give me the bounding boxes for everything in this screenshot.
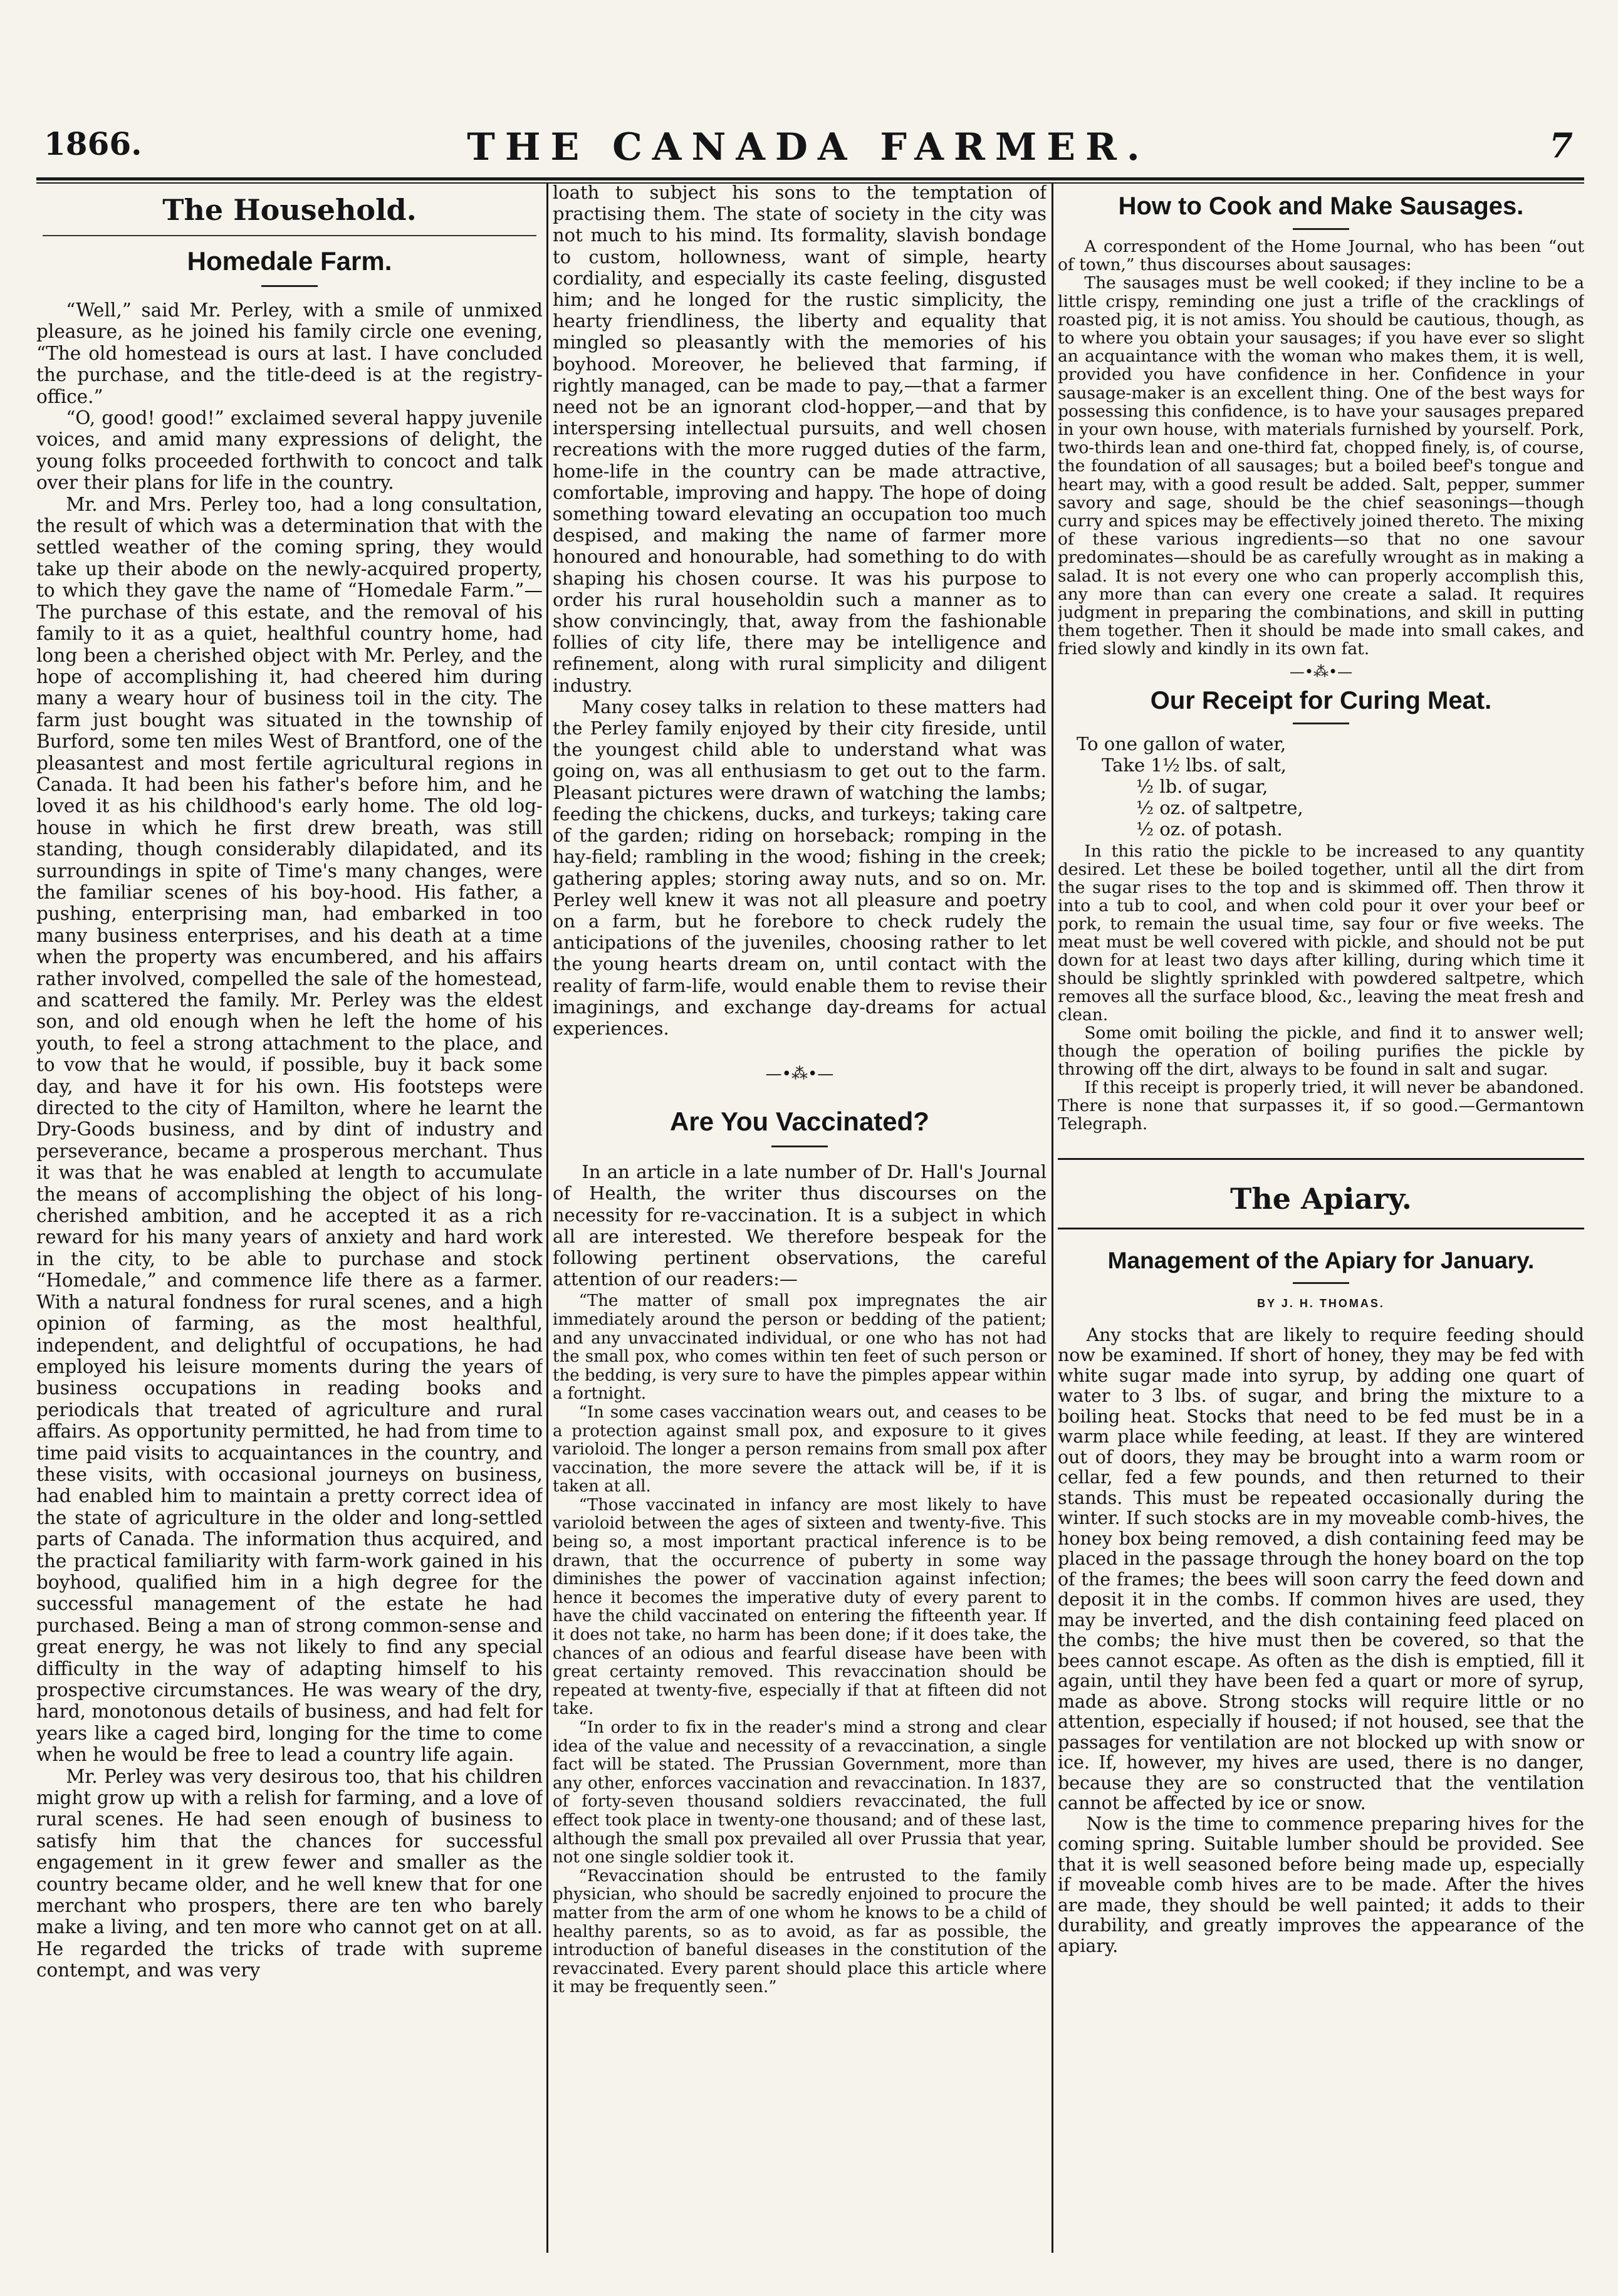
paragraph: “Those vaccinated in infancy are most likely to have varioloid between the ages of sixteen and twenty-five. This being so, a most important practical inference is to be drawn, that the occurrence of puberty in some way diminishes the power of vaccination against infection; hence it becomes the imperative duty of every parent to have the child vaccinated on entering the fifteenth year. If it does not take, no harm has been done; if it does take, the chances of an odious and fearful disease have been with great certainty removed. This revaccination should be repeated at twenty-five, especially if that at fifteen did not take. xyxy=(553,1495,1046,1719)
article-title-homedale-farm: Homedale Farm. xyxy=(187,246,392,276)
article-body-homedale-farm xyxy=(36,300,543,1981)
issue-year: 1866. xyxy=(44,125,142,162)
masthead-rule-top xyxy=(36,177,1584,180)
article-title-vaccinated: Are You Vaccinated? xyxy=(670,1107,929,1137)
title-underline xyxy=(261,285,318,287)
article-quotes-vaccinated xyxy=(553,1292,1046,1997)
paragraph: Any stocks that are likely to require feeding should now be examined. If short of honey, they may be fed with white sugar made into syrup, by adding one quart of water to 3 lbs. of sugar, and bring the mixture to a boiling heat. Stocks that need to be fed must be in a warm place while feeding, at least. If they are wintered out of doors, they may be brought into a warm room or cellar, fed a few pounds, and then returned to their stands. This must be repeated occasionally during the winter. If such stocks are in my moveable comb-hives, the honey box being removed, a dish containing feed may be placed in the passage through the honey board on the top of the frames; the bees will soon carry the feed down and deposit it in the combs. If common hives are used, they may be inverted, and the dish containing feed placed on the combs; the hive must then be covered, so that the bees cannot escape. As often as the dish is emptied, fill it again, until they have been fed a quart or more of syrup, made as above. Strong stocks will require little or no attention, especially if housed; if not housed, see that the passages for ventilation are not blocked up with snow or ice. If, however, my hives are used, there is no danger, because they are so constructed that the ventilation cannot be affected by ice or snow. xyxy=(1058,1324,1584,1814)
section-rule-bottom xyxy=(1058,1228,1584,1229)
department-title-apiary: The Apiary. xyxy=(1230,1181,1412,1216)
recipe-line: ½ lb. of sugar, xyxy=(1136,775,1268,797)
paragraph: In this ratio the pickle to be increased to any quantity desired. Let these be boiled together, until all the dirt from the sugar rises to the top and is skimmed off. Then throw it into a tub to cool, and when cold pour it over your beef or pork, to remain the usual time, say four or five weeks. The meat must be well covered with pickle, and should not be put down for at least two days after killing, during which time it should be slightly sprinkled with powdered saltpetre, which removes all the surface blood, &c., leaving the meat fresh and clean. xyxy=(1058,841,1584,1025)
article-title-apiary: Management of the Apiary for January. xyxy=(1107,1247,1535,1273)
paragraph: Mr. Perley was very desirous too, that his children might grow up with a relish for farming, and a love of rural scenes. He had seen enough of business to satisfy him that the chances for successful engagement in it grew fewer and smaller as the country became older, and he well knew that for one merchant who prospers, there are ten who barely make a living, and ten more who cannot get on at all. He regarded the tricks of trade with supreme contempt, and was very xyxy=(36,1765,543,1981)
title-underline xyxy=(1293,1282,1349,1284)
paragraph: “O, good! good!” exclaimed several happy juvenile voices, and amid many expressions of delight, the young folks proceeded forthwith to concoct and talk over their plans for life in the country. xyxy=(36,407,543,494)
recipe-line: To one gallon of water, xyxy=(1077,733,1287,754)
paragraph: “Revaccination should be entrusted to the family physician, who should be sacredly enjoined to procure the matter from the arm of one whom he knows to be a child of healthy parents, so as to avoid, as far as possible, the introduction of baneful diseases in the constitution of the revaccinated. Every parent should place this article where it may be frequently seen.” xyxy=(553,1866,1046,1997)
page-number: 7 xyxy=(1549,125,1573,165)
column-rule-1 xyxy=(546,184,548,2253)
title-underline xyxy=(1293,723,1349,724)
article-title-sausages: How to Cook and Make Sausages. xyxy=(1118,192,1524,220)
article-body-sausages xyxy=(1058,237,1584,659)
article-title-curing-meat: Our Receipt for Curing Meat. xyxy=(1150,686,1492,714)
section-divider: —•⁂•— xyxy=(1289,662,1353,681)
paragraph: “Well,” said Mr. Perley, with a smile of unmixed pleasure, as he joined his family circle one evening, “The old homestead is ours at last. I have concluded the purchase, and the title-deed is at the registry-office.” xyxy=(36,300,543,407)
title-underline xyxy=(771,1145,828,1147)
section-rule-top xyxy=(1058,1158,1584,1160)
article-body-curing-meat xyxy=(1058,842,1584,1133)
paragraph: Mr. and Mrs. Perley too, had a long consultation, the result of which was a determination that with the settled weather of the coming spring, they would take up their abode on the newly-acquired property, to which they gave the name of “Homedale Farm.”—The purchase of this estate, and the removal of his family to it as a quiet, healthful country home, had long been a cherished object with Mr. Perley, and the hope of accomplishing it, had cheered him during many a weary hour of business toil in the city. The farm just bought was situated in the township of Burford, some ten miles West of Brantford, one of the pleasantest and most fertile agricultural regions in Canada. It had been his father's before him, and he loved it as his childhood's early home. The old log-house in which he first drew breath, was still standing, though considerably dilapidated, and its surroundings in spite of Time's many changes, were the familiar scenes of his boy-hood. His father, a pushing, enterprising man, had embarked in too many business enterprises, and his death at a time when the property was encumbered, and his affairs rather involved, compelled the sale of the homestead, and scattered the family. Mr. Perley was the eldest son, and old enough when he left the home of his youth, to feel a strong attachment to the place, and to vow that he would, if possible, buy it back some day, and have it for his own. His footsteps were directed to the city of Hamilton, where he learnt the Dry-Goods business, and by dint of industry and perseverance, became a prosperous merchant. Thus it was that he was enabled at length to accumulate the means of accomplishing the object of his long-cherished ambition, and he accepted it as a rich reward for his many years of anxiety and hard work in the city, to be able to purchase and stock “Homedale,” and commence life there as a farmer. With a natural fondness for rural scenes, and a high opinion of farming, as the most healthful, independent, and delightful of occupations, he had employed his leisure moments during the years of business occupations in reading books and periodicals that treated of agriculture and rural affairs. As opportunity permitted, he had from time to time paid visits to acquaintances in the country, and these visits, with occasional journeys on business, had enabled him to maintain a pretty correct idea of the state of agriculture in the older and long-settled parts of Canada. The information thus acquired, and the practical familiarity with farm-work gained in his boyhood, qualified him in a high degree for the successful management of the estate he had purchased. Being a man of strong common-sense and great energy, he was not likely to find any special difficulty in the way of adapting himself to his prospective circumstances. He was weary of the dry, hard, monotonous details of business, and had felt for years like a caged bird, longing for the time to come when he would be free to lead a country life again. xyxy=(36,493,543,1766)
department-rule xyxy=(43,235,536,236)
curing-recipe xyxy=(1058,733,1584,840)
paragraph: “In some cases vaccination wears out, and ceases to be a protection against small pox, and exposure to it gives varioloid. The longer a person remains from small pox after vaccination, the more severe the attack will be, if it is taken at all. xyxy=(553,1402,1046,1496)
paragraph: Now is the time to commence preparing hives for the coming spring. Suitable lumber should be provided. See that it is well seasoned before being made up, especially if moveable comb hives are to be made. After the hives are made, they should be well painted; it adds to their durability, and greatly improves the appearance of the apiary. xyxy=(1058,1813,1584,1956)
paragraph: Many cosey talks in relation to these matters had the Perley family enjoyed by their city fireside, until the youngest child able to understand what was going on, was all enthusiasm to get out to the farm. Pleasant pictures were drawn of watching the lambs; feeding the chickens, ducks, and turkeys; taking care of the garden; riding on horseback; romping in the hay-field; rambling in the wood; fishing in the creek; gathering apples; storing away nuts, and so on. Mr. Perley well knew it was not all pleasure and poetry on a farm, but he forebore to check rudely the anticipations of the juveniles, choosing rather to let the young hearts dream on, until contact with the reality of farm-life, would enable them to revise their imaginings, and exchange day-dreams for actual experiences. xyxy=(553,696,1046,1039)
department-title-household: The Household. xyxy=(162,193,417,227)
column-2 xyxy=(553,182,1046,2253)
byline: BY J. H. THOMAS. xyxy=(1257,1297,1385,1310)
article-body-apiary xyxy=(1058,1325,1584,1957)
recipe-line: Take 1½ lbs. of salt, xyxy=(1102,754,1287,776)
recipe-line: ½ oz. of saltpetre, xyxy=(1136,796,1303,818)
title-underline xyxy=(1293,228,1349,230)
column-1 xyxy=(36,191,543,2253)
article-intro-vaccinated: In an article in a late number of Dr. Hall's Journal of Health, the writer thus discourses on the necessity for re-vaccination. It is a subject in which all are interested. We therefore bespeak for the following pertinent observations, the careful attention of our readers:— xyxy=(553,1161,1046,1290)
paragraph: “The matter of small pox impregnates the air immediately around the person or bedding of the patient; and any unvaccinated individual, or one who has not had the small pox, who comes within ten feet of such person or the bedding, is very sure to have the pimples appear within a fortnight. xyxy=(553,1292,1046,1404)
paragraph: Some omit boiling the pickle, and find it to answer well; though the operation of boiling purifies the pickle by throwing off the dirt, always to be found in salt and sugar. xyxy=(1058,1023,1584,1079)
paragraph: loath to subject his sons to the temptation of practising them. The state of society in the city was not much to his mind. Its formality, slavish bondage to custom, hollowness, want of simple, hearty cordiality, and especially its caste feeling, disgusted him; and he longed for the rustic simplicity, the hearty friendliness, the liberty and equality that mingled so pleasantly with the memories of his boyhood. Moreover, he believed that farming, if rightly managed, can be made to pay,—that a farmer need not be an ignorant clod-hopper,—and that by interspersing intellectual pursuits, and well chosen recreations with the more rugged duties of the farm, home-life in the country can be made attractive, comfortable, improving and happy. The hope of doing something toward elevating an occupation too much despised, and making the name of farmer more honoured and honourable, had something to do with shaping his chosen course. It was his purpose to order his rural householdin such a manner as to show convincingly, that, away from the fashionable follies of city life, there may be intelligence and refinement, along with rural simplicity and diligent industry. xyxy=(553,182,1046,696)
paragraph: A correspondent of the Home Journal, who has been “out of town,” thus discourses about sausages: xyxy=(1058,237,1584,275)
paragraph: “In order to fix in the reader's mind a strong and clear idea of the value and necessity of a revaccination, a single fact will be stated. The Prussian Government, more than any other, enforces vaccination and revaccination. In 1837, of forty-seven thousand soldiers revaccinated, the full effect took place in twenty-one thousand; and of these last, although the small pox prevailed all over Prussia that year, not one single soldier took it. xyxy=(553,1718,1046,1867)
section-divider: —•⁂•— xyxy=(765,1065,834,1084)
recipe-line: ½ oz. of potash. xyxy=(1136,818,1283,840)
column-rule-2 xyxy=(1052,184,1053,2253)
newspaper-title: THE CANADA FARMER. xyxy=(467,125,1150,169)
masthead xyxy=(44,125,1573,175)
paragraph: The sausages must be well cooked; if they incline to be a little crispy, reminding one just a trifle of the cracklings of roasted pig, it is not amiss. You should be cautious, though, as to where you obtain your sausages; if you have ever so slight an acquaintance with the woman who makes them, it is well, provided you have confidence in her. Confidence in your sausage-maker is an excellent thing. One of the best ways for possessing this confidence, is to have your sausages prepared in your own house, with materials furnished by yourself. Pork, two-thirds lean and one-third fat, chopped finely, is, of course, the foundation of all sausages; but a boiled beef's tongue and heart may, with a good result be added. Salt, pepper, summer savory and sage, should be the chief seasonings—though curry and spices may be effectively joined thereto. The mixing of these various ingredients—so that no one savour predominates—should be as carefully wrought as in making a salad. It is not every one who can properly accomplish this, any more than can every one create a salad. It requires judgment in preparing the combinations, and skill in putting them together. Then it should be made into small cakes, and fried slowly and kindly in its own fat. xyxy=(1058,273,1584,659)
paragraph: If this receipt is properly tried, it will never be abandoned. There is none that surpasses it, if so good.—Germantown Telegraph. xyxy=(1058,1077,1584,1134)
column-3 xyxy=(1058,182,1584,2253)
article-continuation-homedale-farm xyxy=(553,182,1046,1039)
